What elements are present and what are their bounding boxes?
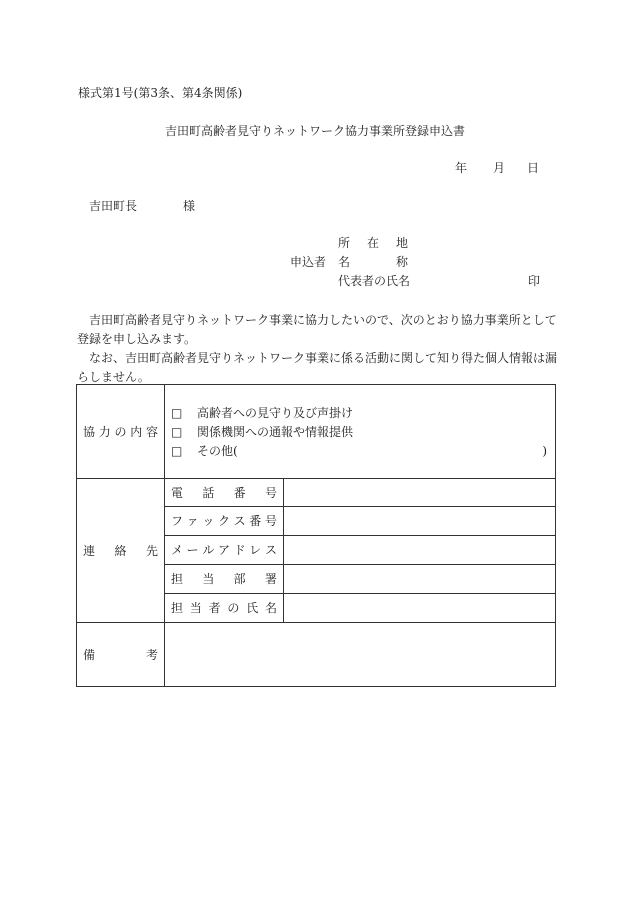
email-field[interactable] (284, 536, 556, 565)
option-report[interactable] (165, 422, 555, 441)
addressee: 吉田町長 (89, 199, 138, 213)
person-label: 担 当 者 の 氏 名 (165, 594, 284, 623)
email-label: メ ー ル ア ド レ ス (165, 536, 284, 565)
applicant-label: 申込者 (290, 255, 327, 269)
date-month-label: 月 (493, 161, 506, 175)
cooperation-row (77, 385, 556, 479)
contact-header: 連 絡 先 (77, 479, 165, 623)
body-paragraph-2-line-1: なお、吉田町高齢者見守りネットワーク事業に係る活動に関して知り得た個人情報は漏 (89, 351, 558, 365)
address-label-2: 在 (367, 236, 380, 250)
form-title: 吉田町高齢者見守りネットワーク協力事業所登録申込書 (165, 124, 466, 138)
name-label-1: 名 (338, 255, 351, 269)
option-label: その他( (197, 443, 238, 458)
checkbox-icon[interactable]: □ (171, 443, 183, 458)
registration-table (76, 384, 556, 687)
body-paragraph-1-line-1: 吉田町高齢者見守りネットワーク事業に協力したいので、次のとおり協力事業所として (89, 313, 557, 327)
option-label: 高齢者への見守り及び声掛け (197, 405, 354, 420)
department-label: 担 当 部 署 (165, 565, 284, 594)
remarks-row (77, 623, 556, 687)
fax-field[interactable] (284, 507, 556, 536)
remarks-header: 備 考 (77, 623, 165, 687)
representative-label: 代表者の氏名 (338, 274, 411, 288)
seal-mark: 印 (528, 274, 541, 288)
honorific: 様 (183, 199, 196, 213)
body-paragraph-2-line-2: らしません。 (77, 370, 150, 384)
checkbox-icon[interactable]: □ (171, 424, 183, 439)
other-close-paren: ) (542, 443, 547, 458)
address-label-3: 地 (396, 236, 409, 250)
fax-label: フ ァ ッ ク ス 番 号 (165, 507, 284, 536)
phone-label: 電 話 番 号 (165, 479, 284, 507)
cooperation-header: 協 力 の 内 容 (77, 385, 165, 479)
department-field[interactable] (284, 565, 556, 594)
cooperation-options (165, 385, 556, 479)
option-label: 関係機関への通報や情報提供 (197, 424, 354, 439)
name-label-2: 称 (396, 255, 409, 269)
option-other[interactable] (165, 441, 555, 460)
address-label-1: 所 (338, 236, 351, 250)
date-day-label: 日 (527, 161, 540, 175)
phone-field[interactable] (284, 479, 556, 507)
remarks-field[interactable] (165, 623, 556, 687)
form-number: 様式第1号(第3条、第4条関係) (78, 86, 243, 100)
contact-row-phone (77, 479, 556, 507)
checkbox-icon[interactable]: □ (171, 405, 183, 420)
option-watch[interactable] (165, 403, 555, 422)
date-year-label: 年 (455, 161, 468, 175)
body-paragraph-1-line-2: 登録を申し込みます。 (77, 332, 197, 346)
person-field[interactable] (284, 594, 556, 623)
